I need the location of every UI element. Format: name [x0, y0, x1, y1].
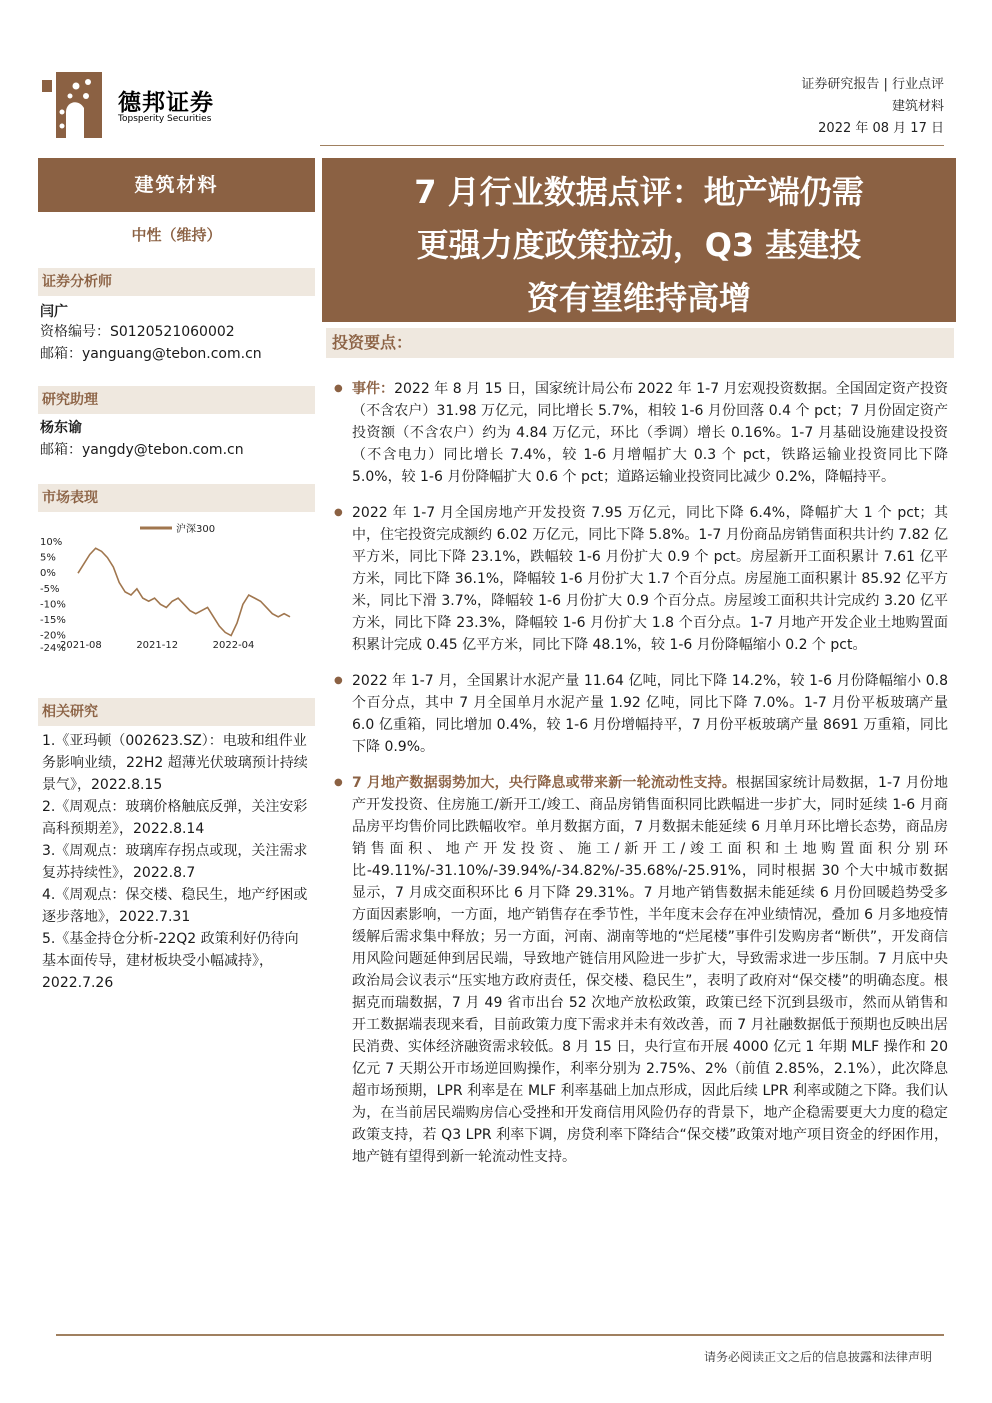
bullet-text: 2022 年 8 月 15 日，国家统计局公布 2022 年 1-7 月宏观投资数据。全国固定资产投资（不含农户）31.98 万亿元，同比增长 5.7%，相较 1-6 月份回落 0.4 个 pct；7 月份固定资产投资额（不含农户）约为 4.84 万亿元，环比（季调）增长 0.16%。1-7 月基础设施建设投资（不含电力）同比增长 7.4%，较 1-6 月增幅扩大 0.3 个 pct，铁路运输业投资同比下降 5.0%，较 1-6 月份降幅扩大 0.6 个 pct；道路运输业投资同比减少 0.2%，降幅持平。	[352, 381, 948, 485]
brand-name-cn: 德邦证券	[118, 90, 214, 116]
header-divider	[320, 145, 944, 146]
assistant-email[interactable]: 邮箱：yangdy@tebon.com.cn	[40, 442, 244, 458]
related-item[interactable]: 4.《周观点：保交楼、稳民生，地产纾困或逐步落地》，2022.7.31	[42, 887, 308, 925]
bullet-lead: 7 月地产数据弱势加大，央行降息或带来新一轮流动性支持。	[352, 775, 737, 791]
x-tick-label: 2021-08	[60, 640, 102, 651]
bullet-text: 2022 年 1-7 月，全国累计水泥产量 11.64 亿吨，同比下降 14.2%，较 1-6 月份降幅缩小 0.8 个百分点，其中 7 月全国单月水泥产量 1.92 亿吨，同比下降 7.0%。1-7 月份平板玻璃产量 6.0 亿重箱，同比增加 0.4%，较 1-6 月份增幅持平，7 月份平板玻璃产量 8691 万重箱，同比下降 0.9%。	[352, 673, 948, 755]
related-item[interactable]: 1.《亚玛顿（002623.SZ）：电玻和组件业务影响业绩，22H2 超薄光伏玻璃预计持续景气》，2022.8.15	[42, 733, 308, 793]
chart-legend	[140, 522, 215, 535]
industry-tag: 建筑材料	[38, 158, 315, 212]
footer-disclaimer: 请务必阅读正文之后的信息披露和法律声明	[703, 1350, 932, 1364]
brand-name-en: Topsperity Securities	[118, 114, 212, 124]
bullet-text: 2022 年 1-7 月全国房地产开发投资 7.95 万亿元，同比下降 6.4%，降幅扩大 1 个 pct；其中，住宅投资完成额约 6.02 万亿元，同比下降 5.8%。1-7 月份商品房销售面积共计约 7.82 亿平方米，同比下降 23.1%，跌幅较 1-6 月份扩大 0.9 个 pct。房屋新开工面积累计 7.61 亿平方米，同比下降 36.1%，降幅较 1-6 月份扩大 1.7 个百分点。房屋施工面积累计 85.92 亿平方米，同比下滑 3.7%，降幅较 1-6 月份扩大 0.9 个百分点。房屋竣工面积共计完成约 3.20 亿平方米，同比下降 23.3%，降幅较 1-6 月份扩大 1.8 个百分点。1-7 月地产开发企业土地购置面积累计完成 0.45 亿平方米，同比下降 48.1%，较 1-6 月份降幅缩小 0.2 个 pct。	[352, 505, 948, 653]
investment-bullets	[334, 378, 948, 1182]
chart-axes	[40, 537, 254, 654]
analyst-cert: 资格编号：S0120521060002	[40, 324, 235, 340]
market-performance-chart	[40, 518, 310, 656]
bullet-text: 根据国家统计局数据，1-7 月份地产开发投资、住房施工/新开工/竣工、商品房销售面积同比跌幅进一步扩大，同时延续 1-6 月商品房平均售价同比跌幅收窄。单月数据方面，7 月数据未能延续 6 月单月环比增长态势，商品房销售面积、地产开发投资、施工/新开工/竣工面积和土地购置面积分别环比-49.11%/-31.10%/-39.94%/-34.82%/-35.68%/-25.91%，同时根据 30 个大中城市数据显示，7 月成交面积环比 6 月下降 29.31%。7 月地产销售数据未能延续 6 月份回暖趋势受多方面因素影响，一方面，地产销售存在季节性，半年度末会存在冲业绩情况，叠加 6 月多地疫情缓解后需求集中释放；另一方面，河南、湖南等地的“烂尾楼”事件引发购房者“断供”，开发商信用风险问题延伸到居民端，导致地产链信用风险进一步扩大，导致需求进一步压制。7 月底中央政治局会议表示“压实地方政府责任，保交楼、稳民生”，表明了政府对“保交楼”的明确态度。根据克而瑞数据，7 月 49 省市出台 52 次地产放松政策，政策已经下沉到县级市，然而从销售和开工数据端表现来看，目前政策力度下需求并未有效改善，而 7 月社融数据低于预期也反映出居民消费、实体经济融资需求较低。8 月 15 日，央行宣布开展 4000 亿元 1 年期 MLF 操作和 20 亿元 7 天期公开市场逆回购操作，利率分别为 2.75%、2%（前值 2.85%，2.1%），此次降息超市场预期，LPR 利率是在 MLF 利率基础上加点形成，因此后续 LPR 利率或随之下降。我们认为，在当前居民端购房信心受挫和开发商信用风险仍存的背景下，地产企稳需要更大力度的稳定政策支持，若 Q3 LPR 利率下调，房贷利率下降结合“保交楼”政策对地产项目资金的纾困作用，地产链有望得到新一轮流动性支持。	[352, 775, 948, 1165]
y-tick-label: 5%	[40, 552, 56, 564]
series-line	[78, 548, 290, 635]
title-line: 更强力度政策拉动，Q3 基建投	[416, 226, 862, 264]
y-tick-label: -5%	[40, 583, 60, 595]
y-tick-label: 10%	[40, 537, 63, 548]
assistant-name: 杨东谕	[40, 420, 82, 436]
y-tick-label: -20%	[40, 630, 66, 642]
y-tick-label: -24%	[40, 643, 66, 654]
related-item[interactable]: 5.《基金持仓分析-22Q2 政策利好仍待向基本面传导，建材板块受小幅减持》，2022.7.26	[42, 931, 299, 991]
report-industry: 建筑材料	[891, 99, 944, 114]
leopard-logo-icon	[42, 68, 104, 140]
assistant-heading: 研究助理	[38, 386, 315, 414]
x-tick-label: 2022-04	[212, 640, 255, 651]
analyst-heading: 证券分析师	[38, 268, 315, 296]
footer-divider	[56, 1334, 944, 1336]
x-tick-label: 2021-12	[136, 640, 179, 651]
y-tick-label: -15%	[40, 614, 66, 626]
report-meta	[801, 74, 944, 140]
brand-logo	[42, 68, 292, 140]
bullet-item	[334, 378, 948, 488]
chart-series	[78, 548, 290, 635]
rating: 中性（维持）	[131, 226, 222, 244]
related-heading: 相关研究	[38, 698, 315, 726]
market-heading: 市场表现	[38, 484, 315, 512]
report-date: 2022 年 08 月 17 日	[818, 121, 944, 136]
analyst-email[interactable]: 邮箱：yanguang@tebon.com.cn	[40, 346, 262, 362]
bullet-item	[334, 502, 948, 656]
report-type: 证券研究报告 | 行业点评	[801, 77, 944, 92]
report-title	[322, 158, 956, 322]
related-item[interactable]: 2.《周观点：玻璃价格触底反弹，关注安彩高科预期差》，2022.8.14	[42, 799, 308, 837]
investment-heading: 投资要点：	[326, 328, 954, 358]
y-tick-label: -10%	[40, 599, 66, 611]
bullet-item	[334, 670, 948, 758]
bullet-lead: 事件：	[352, 381, 395, 397]
related-research-list	[42, 730, 312, 994]
bullet-item	[334, 772, 948, 1168]
analyst-name: 闫广	[40, 304, 68, 320]
legend-label: 沪深300	[176, 524, 216, 535]
title-line: 资有望维持高增	[526, 279, 751, 317]
title-line: 7 月行业数据点评：地产端仍需	[414, 173, 864, 211]
related-item[interactable]: 3.《周观点：玻璃库存拐点或现，关注需求复苏持续性》，2022.8.7	[42, 843, 308, 881]
y-tick-label: 0%	[40, 568, 56, 580]
